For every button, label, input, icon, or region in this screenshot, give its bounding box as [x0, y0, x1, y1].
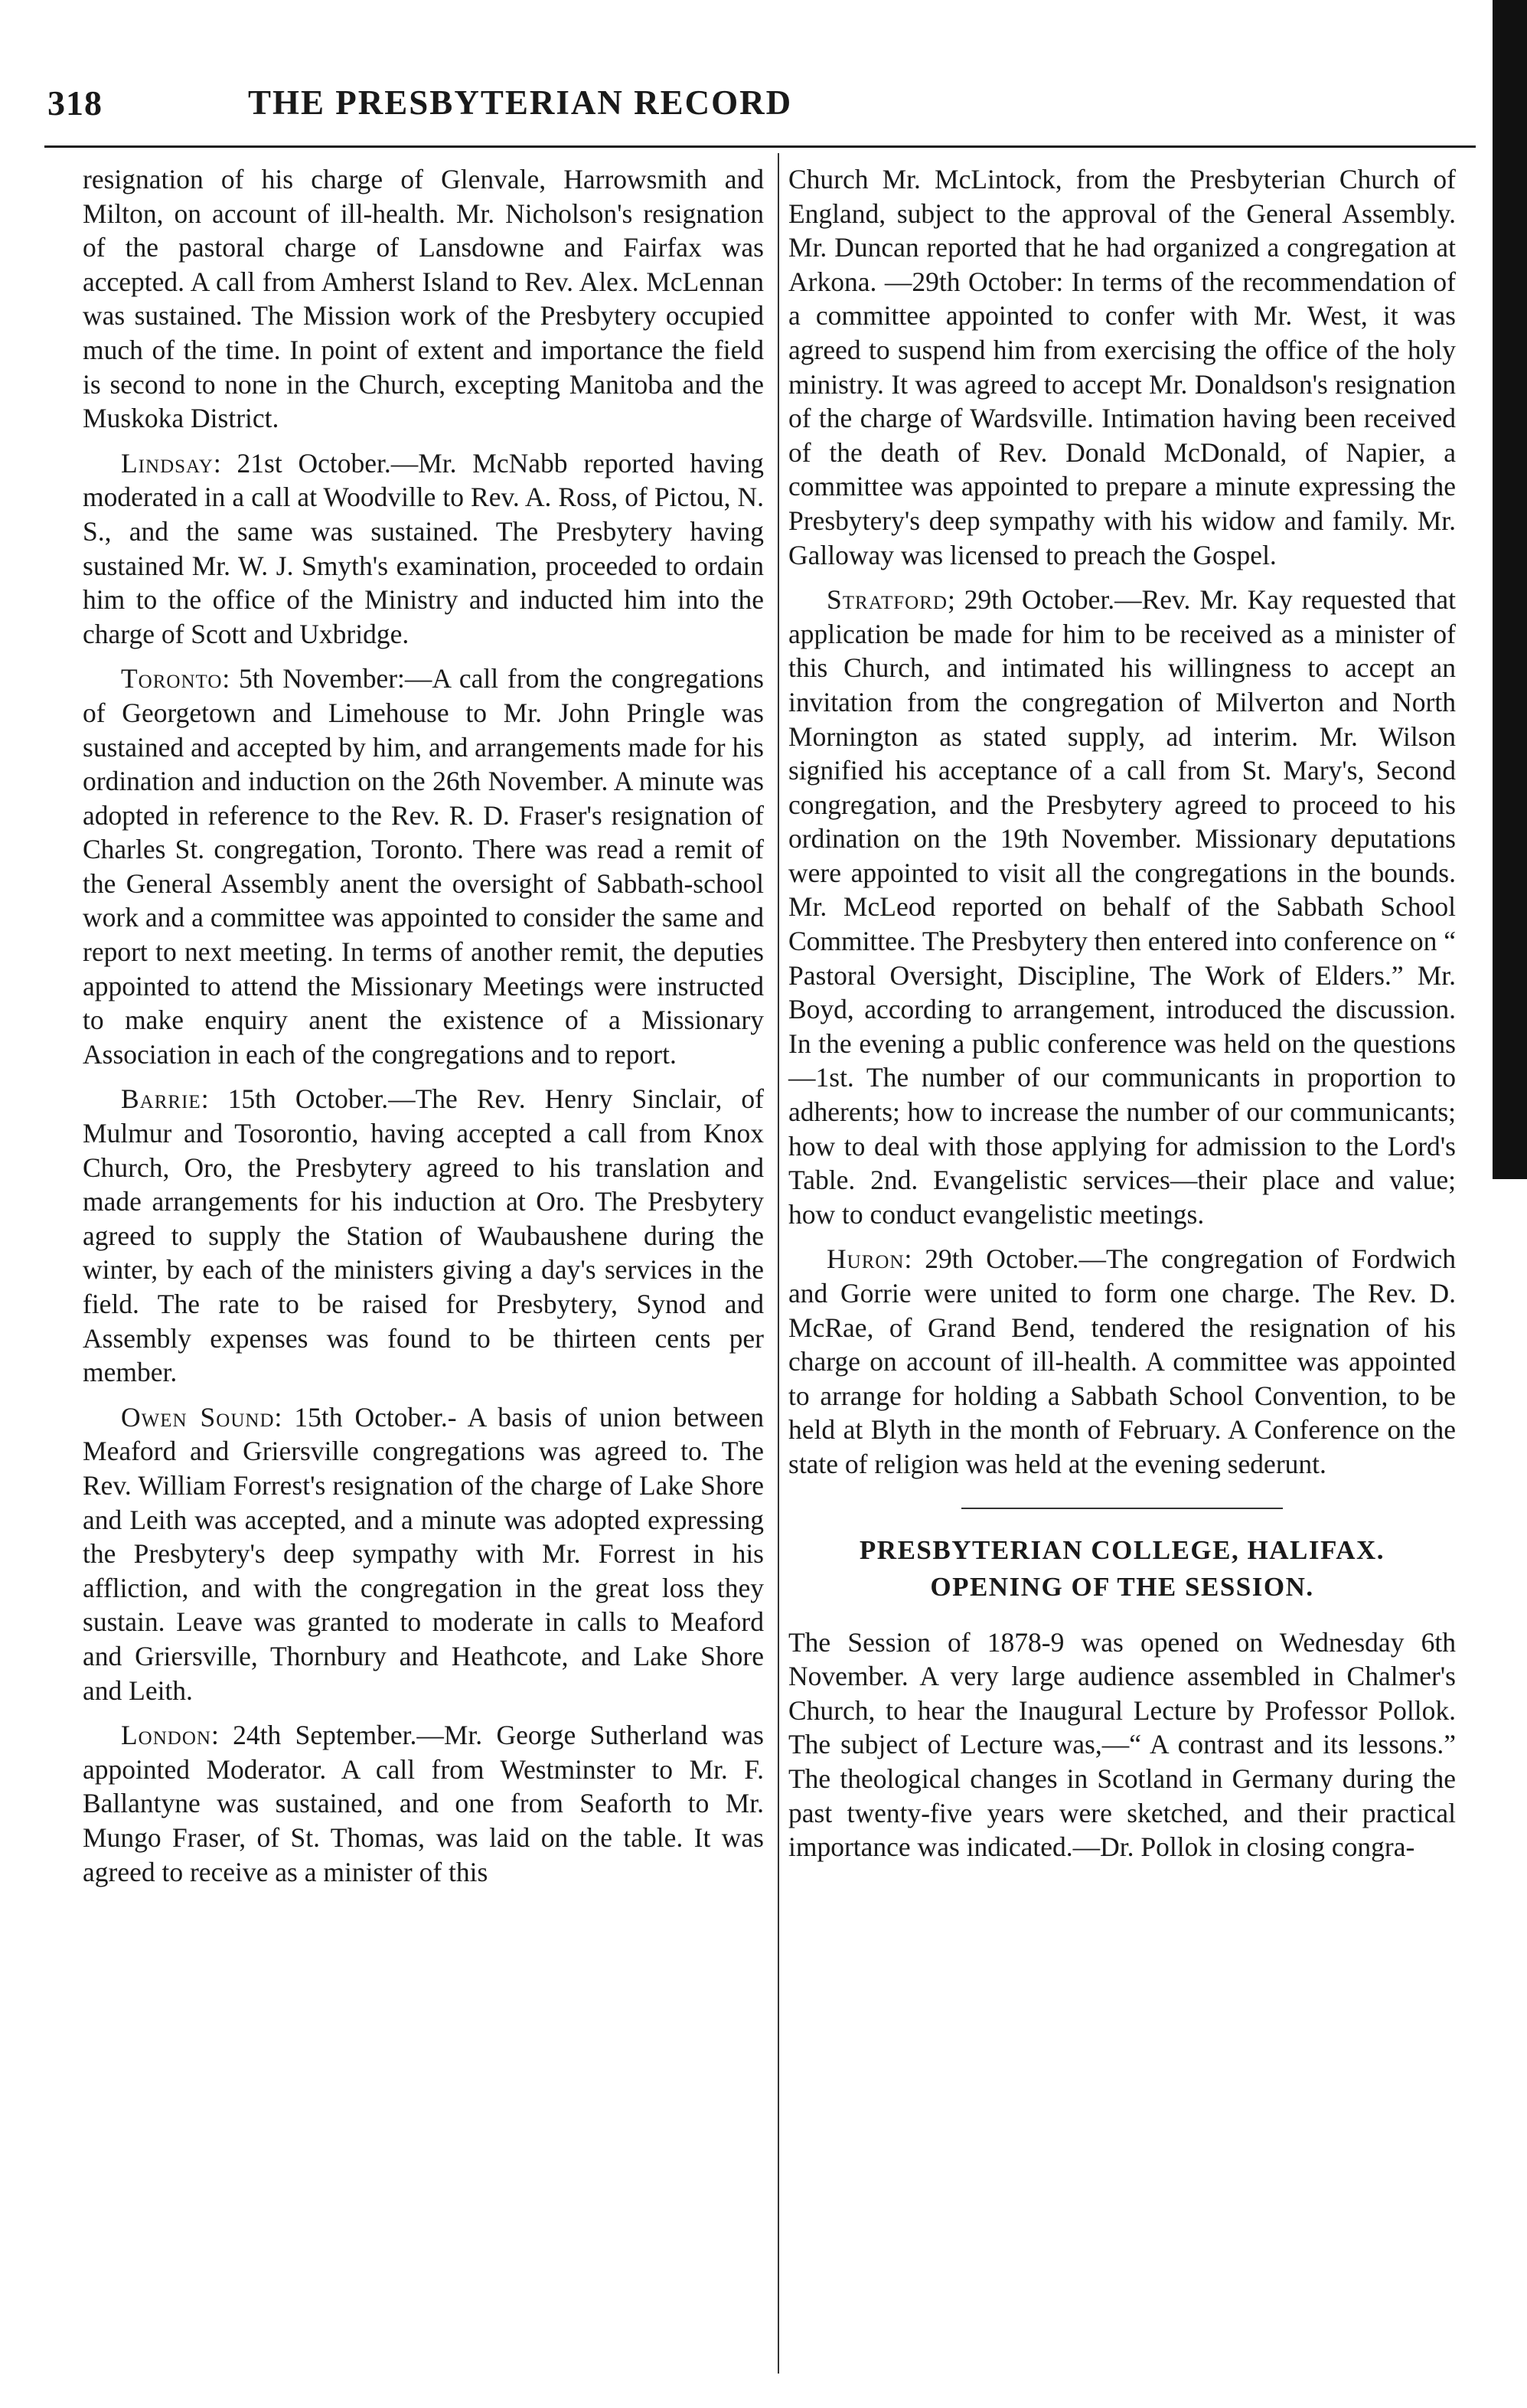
section-subtitle: OPENING OF THE SESSION.	[930, 1571, 1314, 1602]
section-title: PRESBYTERIAN COLLEGE, HALIFAX.	[859, 1534, 1385, 1565]
presbytery-name: Owen Sound	[121, 1401, 275, 1433]
paragraph-text: : 24th September.—Mr. George Sutherland was appointed Moderator. A call from Westminster to Mr. F. Ballantyne was sustained, and one from Seaforth to Mr. Mungo Fraser, of St. Thomas, was laid on the table. It was agreed to receive as a minister of this	[83, 1720, 764, 1887]
presbytery-name: Toronto	[121, 663, 223, 694]
paragraph-stratford	[788, 583, 1456, 1231]
paragraph-continued: resignation of his charge of Glenvale, Harrowsmith and Milton, on account of ill-health. Mr. Nicholson's resignation of the pastoral charge of Lansdowne and Fairfax was accepted. A call from Amherst Island to Rev. Alex. McLennan was sustained. The Mission work of the Presbytery occupied much of the time. In point of extent and importance the field is second to none in the Church, excepting Manitoba and the Muskoka District.	[83, 164, 764, 434]
paragraph-huron	[788, 1242, 1456, 1481]
paragraph-london	[83, 1718, 764, 1889]
presbytery-name: Barrie	[121, 1083, 201, 1115]
paragraph-barrie	[83, 1082, 764, 1389]
column-divider	[778, 153, 779, 2374]
right-column	[788, 162, 1456, 1875]
paragraph-toronto	[83, 662, 764, 1071]
scan-edge-bar	[1493, 0, 1527, 1179]
header-rule	[44, 145, 1476, 148]
running-title: THE PRESBYTERIAN RECORD	[248, 83, 793, 122]
page-header	[47, 83, 1134, 129]
paragraph-text: ; 29th October.—Rev. Mr. Kay requested that application be made for him to be received as a minister of this Church, and intimated his willingness to accept an invitation from the congregation of Milverton and North Mornington as stated supply, ad interim. Mr. Wilson signified his acceptance of a call from St. Mary's, Second congregation, and the Presbytery agreed to proceed to his ordination on the 19th November. Missionary deputations were appointed to visit all the congregations in the bounds. Mr. McLeod reported on behalf of the Sabbath School Committee. The Presbytery then entered into conference on “ Pastoral Oversight, Discipline, The Work of Elders.” Mr. Boyd, according to arrangement, introduced the discussion. In the evening a public conference was held on the questions—1st. The number of our communicants in proportion to adherents; how to increase the number of our communicants; how to deal with those applying for admission to the Lord's Table. 2nd. Evangelistic services—their place and value; how to conduct evangelistic meetings.	[788, 584, 1456, 1230]
paragraph-london-continued: Church Mr. McLintock, from the Presbyterian Church of England, subject to the approval of the General Assembly. Mr. Duncan reported that he had organized a congregation at Arkona. —29th October: In terms of the recommendation of a committee appointed to confer with Mr. West, it was agreed to suspend him from exercising the office of the holy ministry. It was agreed to accept Mr. Donaldson's resignation of the charge of Wardsville. Intimation having been received of the death of Rev. Donald McDonald, of Napier, a committee was appointed to prepare a minute expressing the Presbytery's deep sympathy with his widow and family. Mr. Galloway was licensed to preach the Gospel.	[788, 164, 1456, 570]
page-number: 318	[47, 83, 103, 123]
paragraph-lindsay	[83, 446, 764, 652]
paragraph-text: : 29th October.—The congregation of Fordwich and Gorrie were united to form one charge. The Rev. D. McRae, of Grand Bend, tendered the resignation of his charge on account of ill-health. A committee was appointed to arrange for holding a Sabbath School Convention, to be held at Blyth in the month of February. A Conference on the state of religion was held at the evening sederunt.	[788, 1243, 1456, 1479]
paragraph-text: : 15th October.- A basis of union between Meaford and Griersville congregations was agreed to. The Rev. William Forrest's resignation of the charge of Lake Shore and Leith was accepted, and a minute was adopted expressing the Presbytery's deep sympathy with Mr. Forrest in his affliction, and with the congregation in the great loss they sustain. Leave was granted to moderate in calls to Meaford and Griersville, Thornbury and Heathcote, and Lake Shore and Leith.	[83, 1401, 764, 1706]
presbytery-name: Stratford	[827, 584, 948, 616]
presbytery-name: Lindsay	[121, 447, 214, 479]
paragraph-owen-sound	[83, 1400, 764, 1707]
left-column	[83, 162, 764, 1900]
paragraph-text: : 5th November:—A call from the congregations of Georgetown and Limehouse to Mr. John Pringle was sustained and accepted by him, and arrangements made for his ordination and induction on the 26th November. A minute was adopted in reference to the Rev. R. D. Fraser's resignation of Charles St. congregation, Toronto. There was read a remit of the General Assembly anent the oversight of Sabbath-school work and a committee was appointed to consider the same and report to next meeting. In terms of another remit, the deputies appointed to attend the Missionary Meetings were instructed to make enquiry anent the existence of a Missionary Association in each of the congregations and to report.	[83, 663, 764, 1070]
section-rule	[961, 1508, 1283, 1509]
paragraph-session: The Session of 1878-9 was opened on Wednesday 6th November. A very large audience assembled in Chalmer's Church, to hear the Inaugural Lecture by Professor Pollok. The subject of Lecture was,—“ A contrast and its lessons.” The theological changes in Scotland in Germany during the past twenty-five years were sketched, and their practical importance was indicated.—Dr. Pollok in closing congra-	[788, 1626, 1456, 1863]
presbytery-name: Huron	[827, 1243, 905, 1275]
presbytery-name: London	[121, 1720, 211, 1751]
paragraph-text: : 15th October.—The Rev. Henry Sinclair, of Mulmur and Tosorontio, having accepted a call from Knox Church, Oro, the Presbytery agreed to his translation and made arrangements for his induction at Oro. The Presbytery agreed to supply the Station of Waubaushene during the winter, by each of the ministers giving a day's services in the field. The rate to be raised for Presbytery, Synod and Assembly expenses was found to be thirteen cents per member.	[83, 1083, 764, 1388]
paragraph-text: : 21st October.—Mr. McNabb reported having moderated in a call at Woodville to Rev. A. Ross, of Pictou, N. S., and the same was sustained. The Presbytery having sustained Mr. W. J. Smyth's examination, proceeded to ordain him to the office of the Ministry and inducted him into the charge of Scott and Uxbridge.	[83, 447, 764, 649]
